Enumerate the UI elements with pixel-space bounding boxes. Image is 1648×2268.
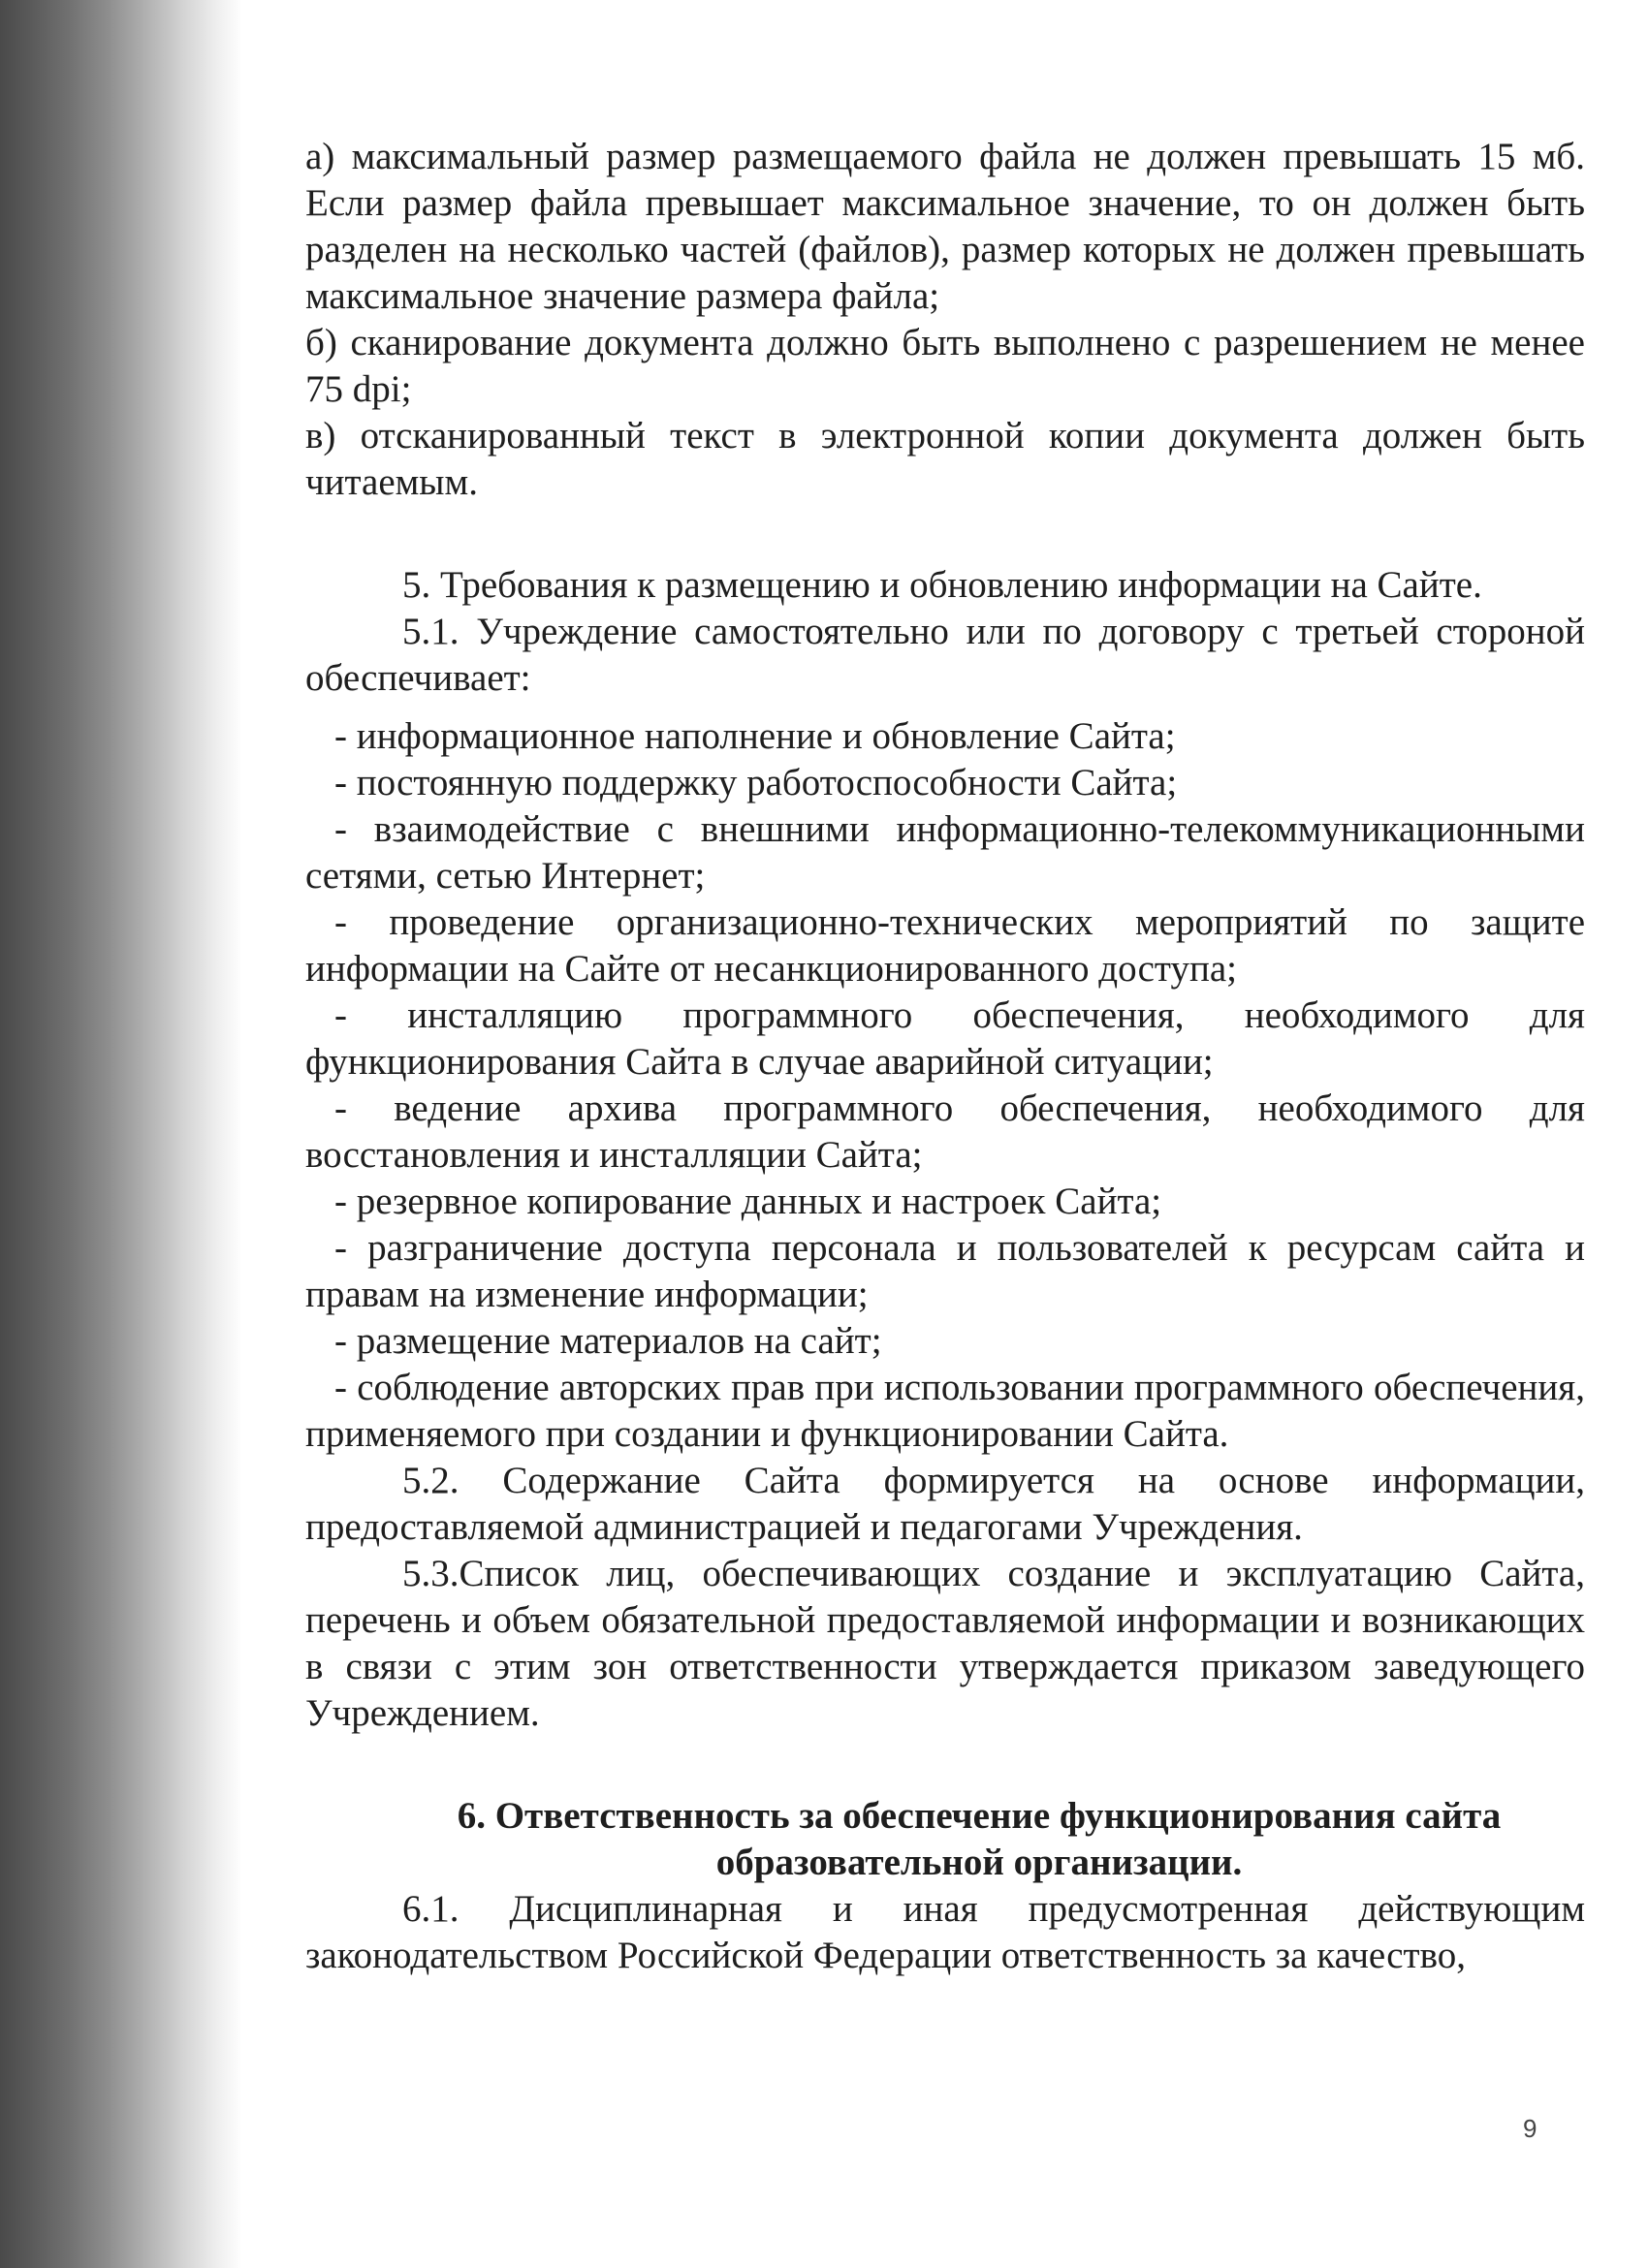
- list-item: - информационное наполнение и обновление Сайта;: [334, 715, 1176, 757]
- paragraph-6-1: 6.1. Дисциплинарная и иная предусмотренная действующим законодательством Российской Федерации ответственность за качество,: [305, 1888, 1585, 1976]
- page-number: 9: [1523, 2114, 1537, 2143]
- paragraph-5-1: 5.1. Учреждение самостоятельно или по договору с третьей стороной обеспечивает:: [305, 611, 1585, 699]
- list-item: - разграничение доступа персонала и пользователей к ресурсам сайта и правам на изменение информации;: [305, 1227, 1585, 1315]
- list-item: - инсталляцию программного обеспечения, необходимого для функционирования Сайта в случае аварийной ситуации;: [305, 994, 1585, 1083]
- list-item: - размещение материалов на сайт;: [334, 1320, 882, 1362]
- page-body: [305, 134, 1585, 1979]
- requirement-item-c: в) отсканированный текст в электронной копии документа должен быть читаемым.: [305, 415, 1585, 503]
- paragraph-5-2: 5.2. Содержание Сайта формируется на основе информации, предоставляемой администрацией и педагогами Учреждения.: [305, 1460, 1585, 1548]
- requirement-item-b: б) сканирование документа должно быть выполнено с разрешением не менее 75 dpi;: [305, 322, 1585, 410]
- list-item: - постоянную поддержку работоспособности Сайта;: [334, 762, 1178, 803]
- list-item: - резервное копирование данных и настроек Сайта;: [334, 1181, 1162, 1222]
- section-gap: [305, 506, 1585, 562]
- requirement-item-a: а) максимальный размер размещаемого файла не должен превышать 15 мб. Если размер файла превышает максимальное значение, то он должен быть разделен на несколько частей (файлов), размер которых не должен превышать максимальное значение размера файла;: [305, 136, 1585, 317]
- list-gap: [305, 702, 1585, 713]
- list-item: - соблюдение авторских прав при использовании программного обеспечения, применяемого при создании и функционировании Сайта.: [305, 1367, 1585, 1455]
- list-item: - ведение архива программного обеспечения, необходимого для восстановления и инсталляции Сайта;: [305, 1087, 1585, 1176]
- paragraph-5-3: 5.3.Список лиц, обеспечивающих создание и эксплуатацию Сайта, перечень и объем обязательной предоставляемой информации и возникающих в связи с этим зон ответственности утверждается приказом заведующего Учреждением.: [305, 1553, 1585, 1734]
- section-gap: [305, 1737, 1585, 1793]
- list-item: - взаимодействие с внешними информационно-телекоммуникационными сетями, сетью Интернет;: [305, 808, 1585, 897]
- section-5-title: 5. Требования к размещению и обновлению информации на Сайте.: [402, 564, 1482, 606]
- list-item: - проведение организационно-технических мероприятий по защите информации на Сайте от несанкционированного доступа;: [305, 901, 1585, 990]
- scan-edge-shadow: [0, 0, 242, 2268]
- section-6-title-line-2: образовательной организации.: [715, 1842, 1243, 1883]
- section-6-title-line-1: 6. Ответственность за обеспечение функционирования сайта: [457, 1795, 1502, 1837]
